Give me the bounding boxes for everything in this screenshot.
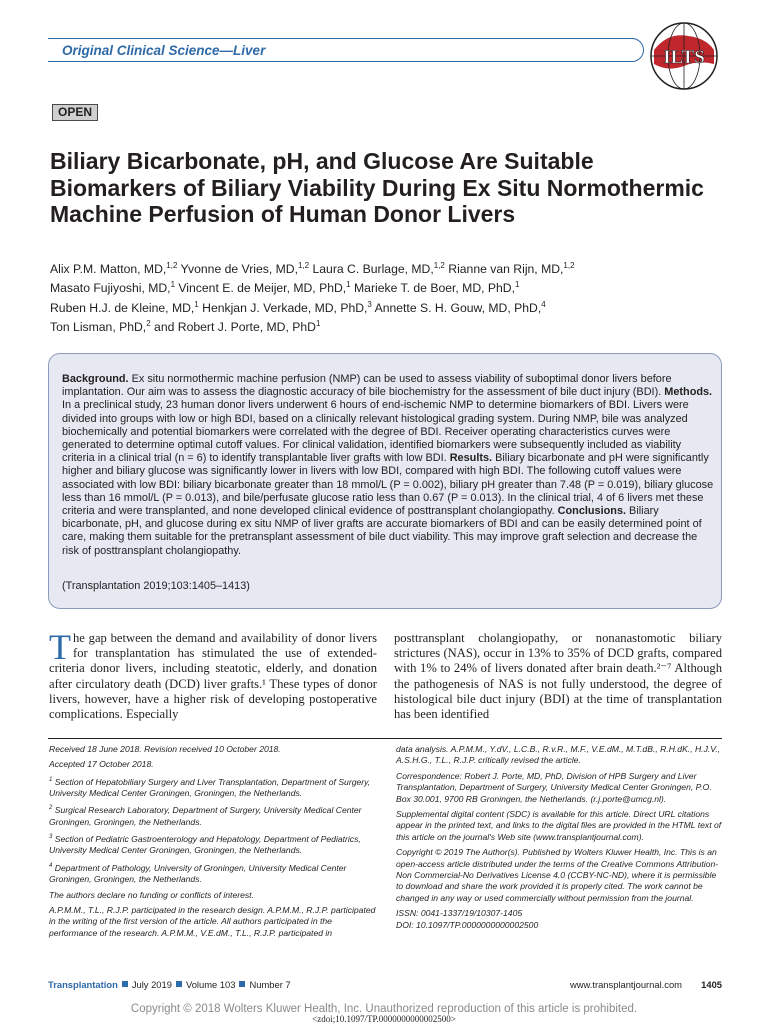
author: and Robert J. Porte, MD, PhD$^1$ (150, 318, 321, 334)
body-column-left (49, 627, 377, 722)
abstract-conclusions-label: Conclusions. (557, 505, 627, 518)
author: Laura C. Burlage, MD,$^{1,2}$ (309, 261, 445, 277)
footnote: A.P.M.M., T.L., R.J.P. participated in the research design. A.P.M.M., R.J.P. participated in the writing of the first version of the article. All authors participated in the performance of the research. A.P.M.M., V.E.dM., T.L., R.J.P. participated in (49, 904, 376, 938)
abstract-methods-label: Methods. (664, 386, 713, 399)
body-text-right: posttransplant cholangiopathy, or nonanastomotic biliary strictures (NAS), occur in 13% to 35% of DCD grafts, compared with 1% to 24% of livers donated after brain death.²⁻⁷ Although the pathogenesis of NAS is not fully understood, the degree of histological bile duct injury (BDI) at the time of transplantation has been identified (394, 631, 722, 722)
footnote: $^4$ Department of Pathology, University of Groningen, University Medical Center Groningen, Groningen, the Netherlands. (49, 862, 347, 885)
footnotes-right (396, 744, 724, 935)
author: Masato Fujiyoshi, MD,$^1$ (50, 280, 176, 296)
abstract-conclusions-text: Biliary bicarbonate, pH, and glucose during ex situ NMP of liver grafts are accurate biomarkers of BDI and can be easily determined point of care, making them suitable for the pretransplant assessment of bile duct viability. This may improve graft selection and decrease the risk of posttransplant cholangiopathy. (62, 505, 702, 557)
footnote-divider (48, 738, 722, 739)
abstract-results-label: Results. (449, 452, 493, 465)
footnote: The authors declare no funding or conflicts of interest. (49, 889, 254, 900)
logo-lettering: ILTS (663, 47, 705, 68)
square-bullet-icon (176, 981, 182, 987)
footer-date: July 2019 (131, 979, 172, 990)
author-list (50, 258, 720, 335)
author: Marieke T. de Boer, MD, PhD,$^1$ (350, 280, 520, 296)
author: Yvonne de Vries, MD,$^{1,2}$ (177, 261, 310, 277)
abstract-text (62, 373, 716, 558)
footnote: $^3$ Section of Pediatric Gastroenterology and Hepatology, Department of Pediatrics, University Medical Center Groningen, Groningen, the Netherlands. (49, 834, 361, 856)
body-text-left: he gap between the demand and availability of donor livers for transplantation has stimulated the use of extended-criteria donor livers, including steatotic, elderly, and donation after circulatory death (DCD) liver grafts.¹ These types of donor livers, however, have a higher risk of developing postoperative complications. Especially (49, 631, 377, 722)
square-bullet-icon (122, 981, 128, 987)
abstract-results-text: Biliary bicarbonate and pH were significantly higher and biliary glucose was significantly lower in livers with low BDI, compared with high BDI. The following cutoff values were associated with low BDI: biliary bicarbonate greater than 18 mmol/L (P = 0.002), biliary pH greater than 7.48 (P = 0.019), biliary glucose less than 16 mmol/L (P = 0.013), and bile/perfusate glucose ratio less than 0.67 (P = 0.013). In the clinical trial, 4 of 6 livers met these criteria and were transplanted, and none developed clinical evidence of posttransplant cholangiopathy. (62, 452, 714, 518)
copyright-watermark: Copyright © 2018 Wolters Kluwer Health, Inc. Unauthorized reproduction of this article is prohibited. (130, 1003, 638, 1015)
abstract-methods-text: In a preclinical study, 23 human donor livers underwent 6 hours of end-ischemic NMP to determine biomarkers of BDI. Livers were divided into groups with low or high BDI, based on a clinically relevant histological grading system. During NMP, bile was analyzed biochemically and potential biomarkers were correlated with the degree of BDI. Receiver operating characteristics curves were generated to determine optimal cutoff values. For clinical validation, identified biomarkers were subsequently included as viability criteria in a clinical trial (n = 6) to identify transplantable liver grafts with low BDI. (62, 399, 689, 465)
author: Vincent E. de Meijer, MD, PhD,$^1$ (175, 280, 351, 296)
author: Ruben H.J. de Kleine, MD,$^1$ (50, 299, 199, 315)
doi-watermark: <zdoi;10.1097/TP.0000000000002500> (312, 1014, 456, 1024)
page-footer (48, 978, 722, 992)
footnotes-left (49, 744, 377, 943)
footnote: data analysis. A.P.M.M., Y.dV., L.C.B., R.v.R., M.F., V.E.dM., M.T.dB., R.H.dK., H.J.V., A.S.H.G., T.L., R.J.P. critically revised the article. (396, 744, 721, 766)
footer-journal: Transplantation (48, 979, 118, 990)
footnote: Accepted 17 October 2018. (49, 759, 154, 770)
doi: DOI: 10.1097/TP.0000000000002500 (396, 919, 539, 930)
issn: ISSN: 0041-1337/19/10307-1405 (396, 908, 523, 919)
correspondence: Correspondence: Robert J. Porte, MD, PhD, Division of HPB Surgery and Liver Transplantation, Department of Surgery, University Medical Center Groningen, P.O. Box 30.001, 9700 RB Groningen, the Netherlands. (r.j.porte@umcg.nl). (396, 770, 712, 804)
author: Ton Lisman, PhD,$^2$ (50, 318, 151, 334)
footnote: $^2$ Surgical Research Laboratory, Department of Surgery, University Medical Center Groningen, Groningen, the Netherlands. (49, 805, 362, 827)
footer-volume: Volume 103 (185, 979, 236, 990)
author: Rianne van Rijn, MD,$^{1,2}$ (444, 261, 575, 277)
article-title: Biliary Bicarbonate, pH, and Glucose Are Suitable Biomarkers of Biliary Viability During Ex Situ Normothermic Machine Perfusion of Human Donor Livers (50, 148, 704, 227)
supplemental-note: Supplemental digital content (SDC) is available for this article. Direct URL citations appear in the printed text, and links to the digital files are provided in the HTML text of this article on the journal's Web site (www.transplantjournal.com). (396, 809, 722, 842)
open-access-badge: OPEN (52, 104, 98, 121)
footer-number: Number 7 (249, 979, 291, 990)
body-column-right (394, 631, 722, 722)
footnote: Received 18 June 2018. Revision received 10 October 2018. (49, 744, 281, 754)
abstract-background-text: Ex situ normothermic machine perfusion (NMP) can be used to assess viability of suboptimal donor livers before implantation. Our aim was to assess the diagnostic accuracy of bile biochemistry for the assessment of bile duct injury (BDI). (62, 373, 672, 399)
drop-cap: T (49, 627, 71, 667)
author: Henkjan J. Verkade, MD, PhD,$^3$ (198, 299, 372, 315)
ilts-logo-icon (648, 20, 720, 92)
square-bullet-icon (239, 981, 245, 987)
page-number: 1405 (701, 979, 722, 990)
section-label: Original Clinical Science—Liver (48, 38, 644, 62)
journal-citation: (Transplantation 2019;103:1405–1413) (62, 580, 250, 592)
abstract-background-label: Background. (62, 373, 129, 385)
footer-website: www.transplantjournal.com (569, 979, 682, 990)
license-note: Copyright © 2019 The Author(s). Published by Wolters Kluwer Health, Inc. This is an open-access article distributed under the terms of the Creative Commons Attribution-Non Commercial-No Derivatives License 4.0 (CCBY-NC-ND), where it is permissible to download and share the work provided it is properly cited. The work cannot be changed in any way or used commercially without permission from the journal. (396, 847, 719, 903)
footnote: $^1$ Section of Hepatobiliary Surgery and Liver Transplantation, Department of Surgery, University Medical Center Groningen, Groningen, the Netherlands. (49, 776, 371, 799)
author: Annette S. H. Gouw, MD, PhD,$^4$ (371, 299, 546, 315)
author: Alix P.M. Matton, MD,$^{1,2}$ (50, 261, 178, 277)
